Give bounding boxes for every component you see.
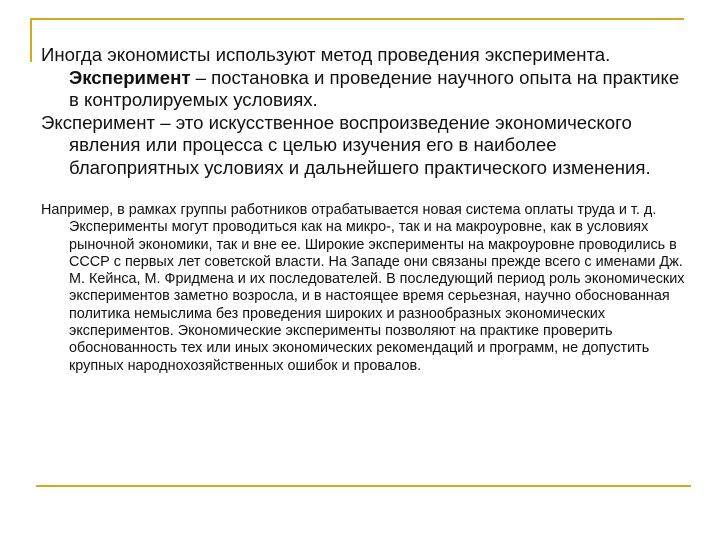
top-rule: [30, 18, 684, 20]
paragraph-intro: [41, 44, 691, 112]
left-rule: [30, 18, 32, 62]
paragraph-spacer: [41, 179, 691, 202]
bottom-rule: [36, 485, 691, 487]
intro-definition: – постановка и проведение научного опыта на практике в контролируемых условиях.: [69, 66, 680, 110]
slide-content: [41, 44, 691, 375]
experiment-term: Эксперимент: [69, 66, 191, 88]
paragraph-definition: Эксперимент – это искусственное воспроизведение экономического явления или процесса с целью изучения его в наиболее благоприятных условиях и дальнейшего практического изменения.: [41, 111, 651, 178]
paragraph-example: Например, в рамках группы работников отрабатывается новая система оплаты труда и т. д. Эксперименты могут проводиться как на микро-, так и на макроуровне, как в условиях рыночной экономики, так и вне ее. Широкие эксперименты на макроуровне проводились в СССР с первых лет советской власти. На Западе они связаны прежде всего с именами Дж. М. Кейнса, М. Фридмена и их последователей. В последующий период роль экономических экспериментов заметно возросла, и в настоящее время серьезная, научно обоснованная политика немыслима без проведения широких и разнообразных экономических экспериментов. Экономические эксперименты позволяют на практике проверить обоснованность тех или иных экономических рекомендаций и программ, не допустить крупных народнохозяйственных ошибок и провалов.: [41, 202, 685, 374]
intro-text: Иногда экономисты используют метод проведения эксперимента.: [41, 44, 611, 65]
